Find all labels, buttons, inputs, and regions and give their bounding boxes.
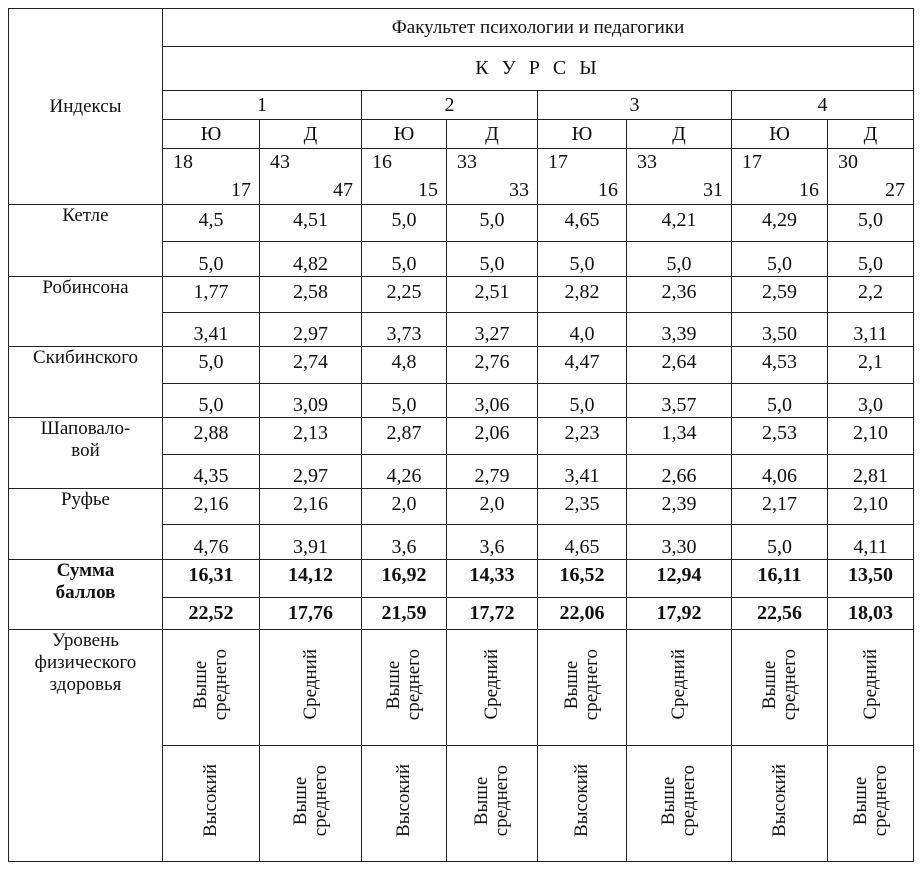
count-first: 33 (637, 151, 657, 173)
level-value: Выше среднего (561, 648, 602, 721)
count-second: 47 (333, 179, 353, 201)
sum-value: 16,92 (362, 560, 447, 598)
count-second: 27 (885, 179, 905, 201)
level-value: Средний (481, 649, 503, 720)
index-value: 2,87 (362, 418, 447, 455)
index-value: 5,0 (828, 242, 914, 277)
level-value-cell (828, 746, 914, 862)
index-value: 2,0 (362, 489, 447, 525)
level-row (9, 630, 914, 746)
index-value: 2,58 (260, 277, 362, 313)
index-row (9, 418, 914, 455)
index-name: Шаповало- вой (9, 418, 163, 489)
level-value-cell (447, 746, 538, 862)
sum-value: 17,76 (260, 598, 362, 630)
index-value: 3,6 (362, 525, 447, 560)
sum-value: 16,31 (163, 560, 260, 598)
index-value: 5,0 (362, 242, 447, 277)
count-first: 18 (173, 151, 193, 173)
sum-value: 22,06 (538, 598, 627, 630)
index-value: 3,39 (627, 313, 732, 347)
sum-value: 17,92 (627, 598, 732, 630)
level-value: Выше среднего (471, 764, 512, 837)
index-value: 3,91 (260, 525, 362, 560)
index-value: 2,1 (828, 347, 914, 384)
count-first: 17 (548, 151, 568, 173)
index-value: 1,77 (163, 277, 260, 313)
sum-value: 17,72 (447, 598, 538, 630)
count-second: 31 (703, 179, 723, 201)
index-value: 2,17 (732, 489, 828, 525)
level-value: Средний (668, 649, 690, 720)
sum-value: 12,94 (627, 560, 732, 598)
index-row (9, 277, 914, 313)
count-first: 17 (742, 151, 762, 173)
count-second: 17 (231, 179, 251, 201)
index-value: 4,0 (538, 313, 627, 347)
level-value: Выше среднего (849, 764, 891, 837)
index-value: 2,10 (828, 489, 914, 525)
index-value: 2,59 (732, 277, 828, 313)
index-value: 5,0 (538, 242, 627, 277)
index-value: 4,35 (163, 455, 260, 489)
group-count-cell (447, 149, 538, 205)
count-first: 30 (838, 151, 858, 173)
index-value: 3,30 (627, 525, 732, 560)
sex-label: Д (260, 120, 362, 149)
count-first: 43 (270, 151, 290, 173)
index-value: 5,0 (163, 242, 260, 277)
index-name: Кетле (9, 205, 163, 277)
sex-label: Ю (538, 120, 627, 149)
sum-value: 14,33 (447, 560, 538, 598)
index-value: 5,0 (362, 384, 447, 418)
index-value: 1,34 (627, 418, 732, 455)
course-number-2: 2 (362, 91, 538, 120)
group-count-cell (538, 149, 627, 205)
level-value-cell (538, 630, 627, 746)
index-value: 4,53 (732, 347, 828, 384)
count-second: 16 (799, 179, 819, 201)
index-value: 3,41 (163, 313, 260, 347)
level-value-cell (627, 630, 732, 746)
level-value: Выше среднего (658, 764, 699, 837)
course-number-4: 4 (732, 91, 914, 120)
level-value: Высокий (393, 764, 415, 837)
index-value: 3,06 (447, 384, 538, 418)
index-value: 4,11 (828, 525, 914, 560)
index-value: 5,0 (627, 242, 732, 277)
level-value-cell (260, 630, 362, 746)
sum-label: Сумма баллов (9, 560, 163, 630)
level-value-cell (163, 746, 260, 862)
index-value: 4,8 (362, 347, 447, 384)
sum-value: 22,56 (732, 598, 828, 630)
sum-value: 22,52 (163, 598, 260, 630)
index-value: 5,0 (362, 205, 447, 242)
level-value-cell (828, 630, 914, 746)
index-value: 2,81 (828, 455, 914, 489)
index-header (9, 9, 163, 205)
level-value-cell (163, 630, 260, 746)
count-first: 33 (457, 151, 477, 173)
index-value: 5,0 (163, 347, 260, 384)
sex-label: Д (627, 120, 732, 149)
count-second: 33 (509, 179, 529, 201)
level-value-cell (362, 746, 447, 862)
index-value: 3,6 (447, 525, 538, 560)
sex-label: Д (828, 120, 914, 149)
sum-value: 13,50 (828, 560, 914, 598)
index-value: 5,0 (163, 384, 260, 418)
sum-value: 14,12 (260, 560, 362, 598)
course-number-3: 3 (538, 91, 732, 120)
index-value: 5,0 (447, 205, 538, 242)
fitness-indices-table (8, 8, 914, 862)
index-value: 3,0 (828, 384, 914, 418)
index-value: 2,82 (538, 277, 627, 313)
sex-label: Ю (163, 120, 260, 149)
group-count-cell (627, 149, 732, 205)
index-value: 2,36 (627, 277, 732, 313)
index-header-label: Индексы (49, 96, 122, 117)
index-value: 2,79 (447, 455, 538, 489)
level-value-cell (447, 630, 538, 746)
index-name: Робинсона (9, 277, 163, 347)
index-value: 2,35 (538, 489, 627, 525)
index-value: 4,21 (627, 205, 732, 242)
index-value: 5,0 (447, 242, 538, 277)
index-value: 3,41 (538, 455, 627, 489)
level-value: Средний (859, 649, 881, 720)
index-value: 2,88 (163, 418, 260, 455)
group-count-cell (163, 149, 260, 205)
index-value: 2,39 (627, 489, 732, 525)
index-value: 3,27 (447, 313, 538, 347)
count-first: 16 (372, 151, 392, 173)
count-second: 15 (418, 179, 438, 201)
sum-value: 21,59 (362, 598, 447, 630)
group-count-cell (732, 149, 828, 205)
index-value: 2,97 (260, 313, 362, 347)
index-value: 2,13 (260, 418, 362, 455)
level-value: Выше среднего (758, 648, 800, 721)
group-count-cell (260, 149, 362, 205)
level-value-cell (732, 746, 828, 862)
level-value-cell (627, 746, 732, 862)
index-value: 2,51 (447, 277, 538, 313)
index-value: 3,57 (627, 384, 732, 418)
sum-value: 16,52 (538, 560, 627, 598)
index-value: 2,64 (627, 347, 732, 384)
index-row (9, 489, 914, 525)
sum-row (9, 560, 914, 598)
faculty-header: Факультет психологии и педагогики (163, 9, 914, 47)
index-name: Скибинского (9, 347, 163, 418)
level-value: Выше среднего (383, 648, 424, 721)
index-value: 4,47 (538, 347, 627, 384)
index-value: 4,65 (538, 205, 627, 242)
index-value: 4,65 (538, 525, 627, 560)
index-value: 2,23 (538, 418, 627, 455)
index-value: 5,0 (538, 384, 627, 418)
index-value: 3,50 (732, 313, 828, 347)
sex-label: Д (447, 120, 538, 149)
index-value: 2,53 (732, 418, 828, 455)
index-value: 5,0 (732, 242, 828, 277)
group-count-cell (362, 149, 447, 205)
index-value: 2,16 (260, 489, 362, 525)
level-value: Средний (299, 649, 321, 720)
index-value: 2,97 (260, 455, 362, 489)
index-value: 2,25 (362, 277, 447, 313)
course-number-1: 1 (163, 91, 362, 120)
index-value: 2,06 (447, 418, 538, 455)
group-count-cell (828, 149, 914, 205)
sex-label: Ю (732, 120, 828, 149)
sex-label: Ю (362, 120, 447, 149)
index-row (9, 347, 914, 384)
index-value: 2,76 (447, 347, 538, 384)
level-value: Высокий (768, 764, 790, 837)
level-value: Выше среднего (289, 764, 331, 837)
level-value-cell (732, 630, 828, 746)
index-value: 3,11 (828, 313, 914, 347)
level-value-cell (362, 630, 447, 746)
index-row (9, 205, 914, 242)
index-value: 4,26 (362, 455, 447, 489)
index-value: 2,66 (627, 455, 732, 489)
count-second: 16 (598, 179, 618, 201)
index-value: 4,06 (732, 455, 828, 489)
sum-value: 16,11 (732, 560, 828, 598)
sum-value: 18,03 (828, 598, 914, 630)
index-value: 4,82 (260, 242, 362, 277)
level-label: Уровень физического здоровья (9, 630, 163, 862)
index-value: 3,09 (260, 384, 362, 418)
level-value: Высокий (200, 764, 222, 837)
index-value: 2,0 (447, 489, 538, 525)
level-value-cell (538, 746, 627, 862)
index-value: 2,16 (163, 489, 260, 525)
index-value: 4,76 (163, 525, 260, 560)
index-value: 4,51 (260, 205, 362, 242)
index-value: 5,0 (732, 525, 828, 560)
index-name: Руфье (9, 489, 163, 560)
index-value: 5,0 (828, 205, 914, 242)
level-value-cell (260, 746, 362, 862)
index-value: 5,0 (732, 384, 828, 418)
index-value: 2,2 (828, 277, 914, 313)
index-value: 4,29 (732, 205, 828, 242)
index-value: 2,74 (260, 347, 362, 384)
level-value: Выше среднего (190, 648, 231, 721)
courses-header: К У Р С Ы (163, 47, 914, 91)
index-value: 4,5 (163, 205, 260, 242)
index-value: 3,73 (362, 313, 447, 347)
index-value: 2,10 (828, 418, 914, 455)
level-value: Высокий (571, 764, 593, 837)
